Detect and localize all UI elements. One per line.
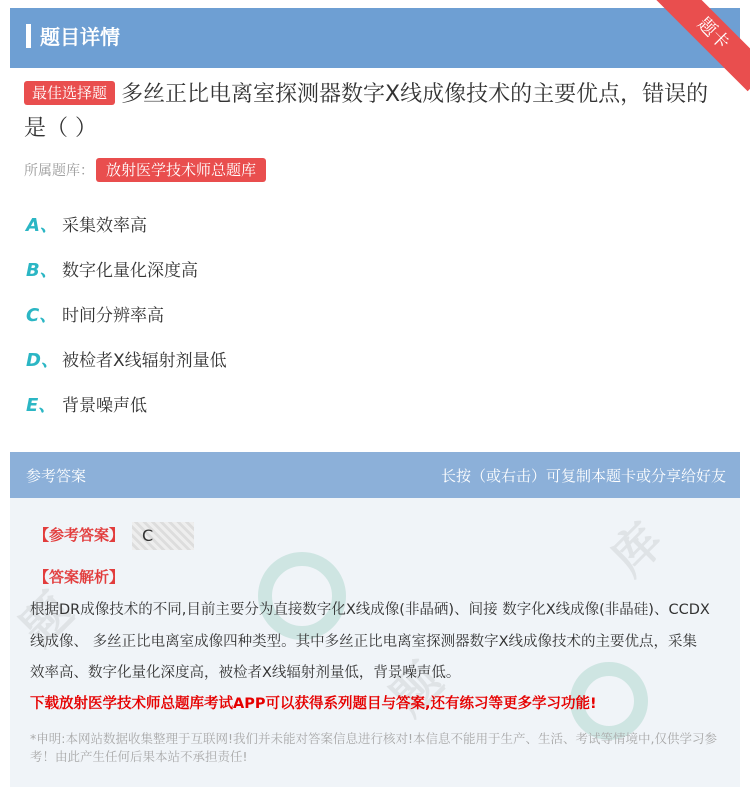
answer-panel: [10, 452, 740, 787]
question-text: 多丝正比电离室探测器数字X线成像技术的主要优点，错误的是（ ）: [24, 82, 709, 141]
explanation-text: 根据DR成像技术的不同,目前主要分为直接数字化X线成像(非晶硒)、间接 数字化X线成像(非晶硅)、CCDX线成像、 多丝正比电离室成像四种类型。其中多丝正比电离室探测器数字X线成像技术的主要优点，采集效率高、数字化量化深度高，被检者X线辐射剂量低，背景噪声低。: [30, 602, 710, 681]
option-text: 背景噪声低: [62, 396, 147, 416]
watermark-text: 题: [380, 652, 454, 727]
option-letter: E、: [26, 395, 57, 416]
option-letter: D、: [26, 350, 59, 371]
question-block: [24, 78, 729, 146]
option-a[interactable]: [26, 212, 227, 257]
question-source: [24, 158, 266, 183]
option-d[interactable]: [26, 347, 227, 392]
source-label: 所属题库：: [24, 163, 94, 179]
watermark-text: 库: [600, 512, 674, 587]
question-bank-tag[interactable]: 放射医学技术师总题库: [96, 158, 266, 182]
answer-label: 【参考答案】: [34, 526, 125, 544]
disclaimer-text: *申明:本网站数据收集整理于互联网!我们并未能对答案信息进行核对!本信息不能用于生产、生活、考试等情境中,仅供学习参考！由此产生任何后果本站不承担责任!: [30, 731, 717, 764]
option-c[interactable]: [26, 302, 227, 347]
answer-value: C: [132, 522, 194, 550]
answer-header-title: 参考答案: [26, 467, 87, 485]
header-bar: [10, 8, 740, 68]
download-promo-link[interactable]: 下载放射医学技术师总题库考试APP可以获得系列题目与答案,还有练习等更多学习功能!: [30, 696, 597, 712]
page-title: 题目详情: [40, 25, 120, 49]
option-text: 被检者X线辐射剂量低: [62, 351, 227, 371]
explanation-label: 【答案解析】: [34, 568, 125, 586]
watermark-text: 题: [10, 582, 84, 657]
option-text: 时间分辨率高: [62, 306, 164, 326]
option-letter: B、: [26, 260, 58, 281]
option-e[interactable]: [26, 392, 227, 437]
option-letter: C、: [26, 305, 58, 326]
option-b[interactable]: [26, 257, 227, 302]
header-accent-bar: [26, 24, 31, 48]
share-hint: 长按（或右击）可复制本题卡或分享给好友: [440, 467, 726, 485]
option-letter: A、: [26, 215, 58, 236]
option-list: [26, 212, 227, 437]
option-text: 采集效率高: [62, 216, 147, 236]
answer-header: [10, 452, 740, 498]
corner-ribbon: 题卡: [656, 0, 750, 91]
option-text: 数字化量化深度高: [62, 261, 198, 281]
question-type-badge: 最佳选择题: [24, 81, 115, 105]
